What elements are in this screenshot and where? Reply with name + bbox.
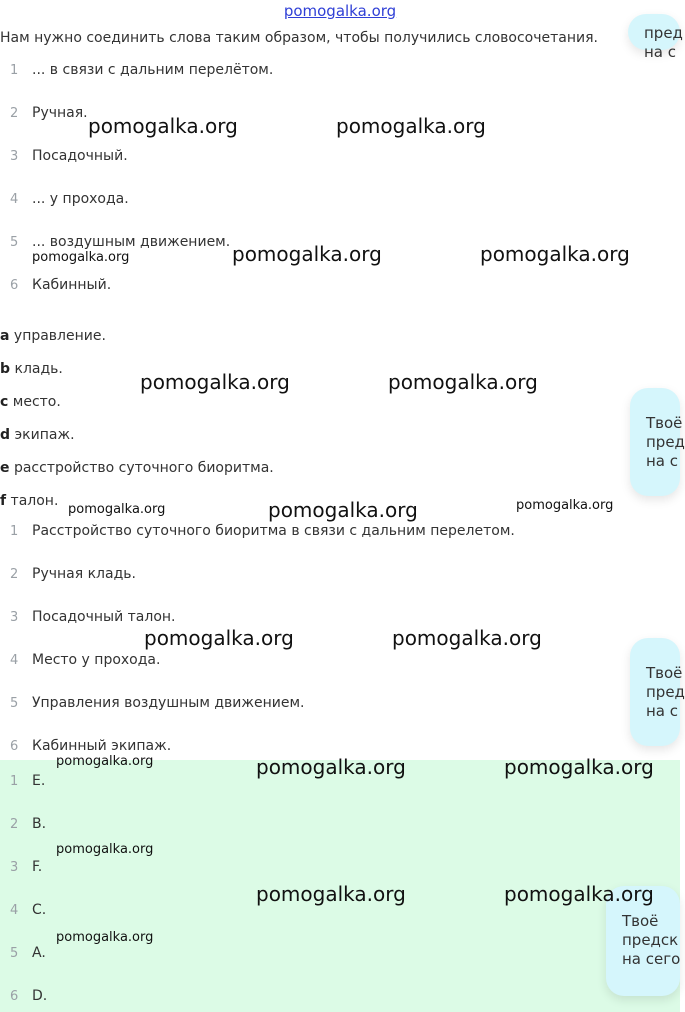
watermark: pomogalka.org xyxy=(516,498,614,513)
answer-item xyxy=(0,814,46,834)
watermark: pomogalka.org xyxy=(504,755,654,779)
item-number: 2 xyxy=(10,567,19,582)
item-number: 3 xyxy=(10,149,19,164)
watermark: pomogalka.org xyxy=(32,250,130,265)
bubble-line: на сего xyxy=(622,950,681,968)
watermark: pomogalka.org xyxy=(232,242,382,266)
item-number: 5 xyxy=(10,235,19,250)
item-number: 3 xyxy=(10,860,19,875)
option-item xyxy=(0,359,63,379)
bubble-line: на с xyxy=(644,43,677,61)
bubble-line: Твоё xyxy=(622,912,659,930)
watermark: pomogalka.org xyxy=(144,626,294,650)
answer-text: D. xyxy=(32,988,48,1004)
item-text: Посадочный талон. xyxy=(32,609,176,625)
answer-text: C. xyxy=(32,902,47,918)
bubble-line: Твоё xyxy=(646,664,683,682)
watermark: pomogalka.org xyxy=(480,242,630,266)
option-item xyxy=(0,425,75,445)
bubble-line: на с xyxy=(646,452,679,470)
item-text: ... воздушным движением. xyxy=(32,234,231,250)
watermark: pomogalka.org xyxy=(256,755,406,779)
option-item xyxy=(0,458,274,478)
watermark: pomogalka.org xyxy=(56,930,154,945)
watermark: pomogalka.org xyxy=(56,754,154,769)
bubble-line: предск xyxy=(622,931,679,949)
option-item xyxy=(0,392,61,412)
item-number: 1 xyxy=(10,524,19,539)
option-text: управление. xyxy=(13,328,106,344)
item-text: Ручная. xyxy=(32,105,88,121)
watermark: pomogalka.org xyxy=(256,882,406,906)
answer-item xyxy=(0,771,45,791)
option-text: экипаж. xyxy=(14,427,75,443)
option-letter: f xyxy=(0,493,7,509)
item-number: 1 xyxy=(10,774,19,789)
option-item xyxy=(0,326,106,346)
header-watermark-link[interactable]: pomogalka.org xyxy=(283,2,397,20)
item-number: 4 xyxy=(10,903,19,918)
watermark: pomogalka.org xyxy=(336,114,486,138)
item-number: 5 xyxy=(10,696,19,711)
option-letter: c xyxy=(0,394,9,410)
result-item xyxy=(0,521,515,541)
watermark: pomogalka.org xyxy=(392,626,542,650)
item-text: Расстройство суточного биоритма в связи с дальним перелетом. xyxy=(32,523,515,539)
result-item xyxy=(0,650,160,670)
option-letter: e xyxy=(0,460,10,476)
option-letter: d xyxy=(0,427,11,443)
item-number: 2 xyxy=(10,106,19,121)
watermark: pomogalka.org xyxy=(68,502,166,517)
item-text: ... у прохода. xyxy=(32,191,129,207)
bubble-line: на с xyxy=(646,702,679,720)
item-number: 6 xyxy=(10,739,19,754)
answer-item xyxy=(0,900,46,920)
answer-item xyxy=(0,857,42,877)
prediction-bubble[interactable] xyxy=(628,14,683,61)
bubble-line: Твоё xyxy=(646,414,683,432)
phrase-item xyxy=(0,60,273,80)
answer-item xyxy=(0,986,47,1006)
answer-text: A. xyxy=(32,945,46,961)
bubble-line: пред xyxy=(646,433,685,451)
result-item xyxy=(0,693,304,713)
watermark: pomogalka.org xyxy=(504,882,654,906)
watermark: pomogalka.org xyxy=(88,114,238,138)
option-text: место. xyxy=(12,394,61,410)
phrase-item xyxy=(0,232,230,252)
item-text: Место у прохода. xyxy=(32,652,161,668)
answer-text: F. xyxy=(32,859,43,875)
option-letter: b xyxy=(0,361,11,377)
answer-text: E. xyxy=(32,773,46,789)
item-text: ... в связи с дальним перелётом. xyxy=(32,62,274,78)
result-item xyxy=(0,607,176,627)
prediction-bubble[interactable] xyxy=(630,388,685,496)
bubble-line: пред xyxy=(646,683,685,701)
item-number: 4 xyxy=(10,653,19,668)
item-text: Посадочный. xyxy=(32,148,128,164)
phrase-item xyxy=(0,275,111,295)
option-item xyxy=(0,491,58,511)
item-text: Ручная кладь. xyxy=(32,566,136,582)
bubble-line: пред xyxy=(644,24,683,42)
option-letter: a xyxy=(0,328,10,344)
item-number: 3 xyxy=(10,610,19,625)
item-number: 6 xyxy=(10,989,19,1004)
item-number: 6 xyxy=(10,278,19,293)
option-text: талон. xyxy=(10,493,59,509)
phrase-item xyxy=(0,189,129,209)
option-text: расстройство суточного биоритма. xyxy=(13,460,274,476)
answer-item xyxy=(0,943,46,963)
watermark: pomogalka.org xyxy=(140,370,290,394)
task-instruction: Нам нужно соединить слова таким образом, чтобы получились словосочетания. xyxy=(0,30,598,46)
prediction-bubble[interactable] xyxy=(630,638,685,746)
result-item xyxy=(0,736,171,756)
watermark: pomogalka.org xyxy=(388,370,538,394)
item-number: 1 xyxy=(10,63,19,78)
phrase-item xyxy=(0,146,128,166)
item-text: Управления воздушным движением. xyxy=(32,695,305,711)
item-text: Кабинный экипаж. xyxy=(32,738,172,754)
item-number: 5 xyxy=(10,946,19,961)
phrase-item xyxy=(0,103,88,123)
item-number: 4 xyxy=(10,192,19,207)
result-item xyxy=(0,564,136,584)
watermark: pomogalka.org xyxy=(268,498,418,522)
option-text: кладь. xyxy=(14,361,63,377)
item-number: 2 xyxy=(10,817,19,832)
watermark: pomogalka.org xyxy=(56,842,154,857)
answer-text: B. xyxy=(32,816,47,832)
item-text: Кабинный. xyxy=(32,277,112,293)
